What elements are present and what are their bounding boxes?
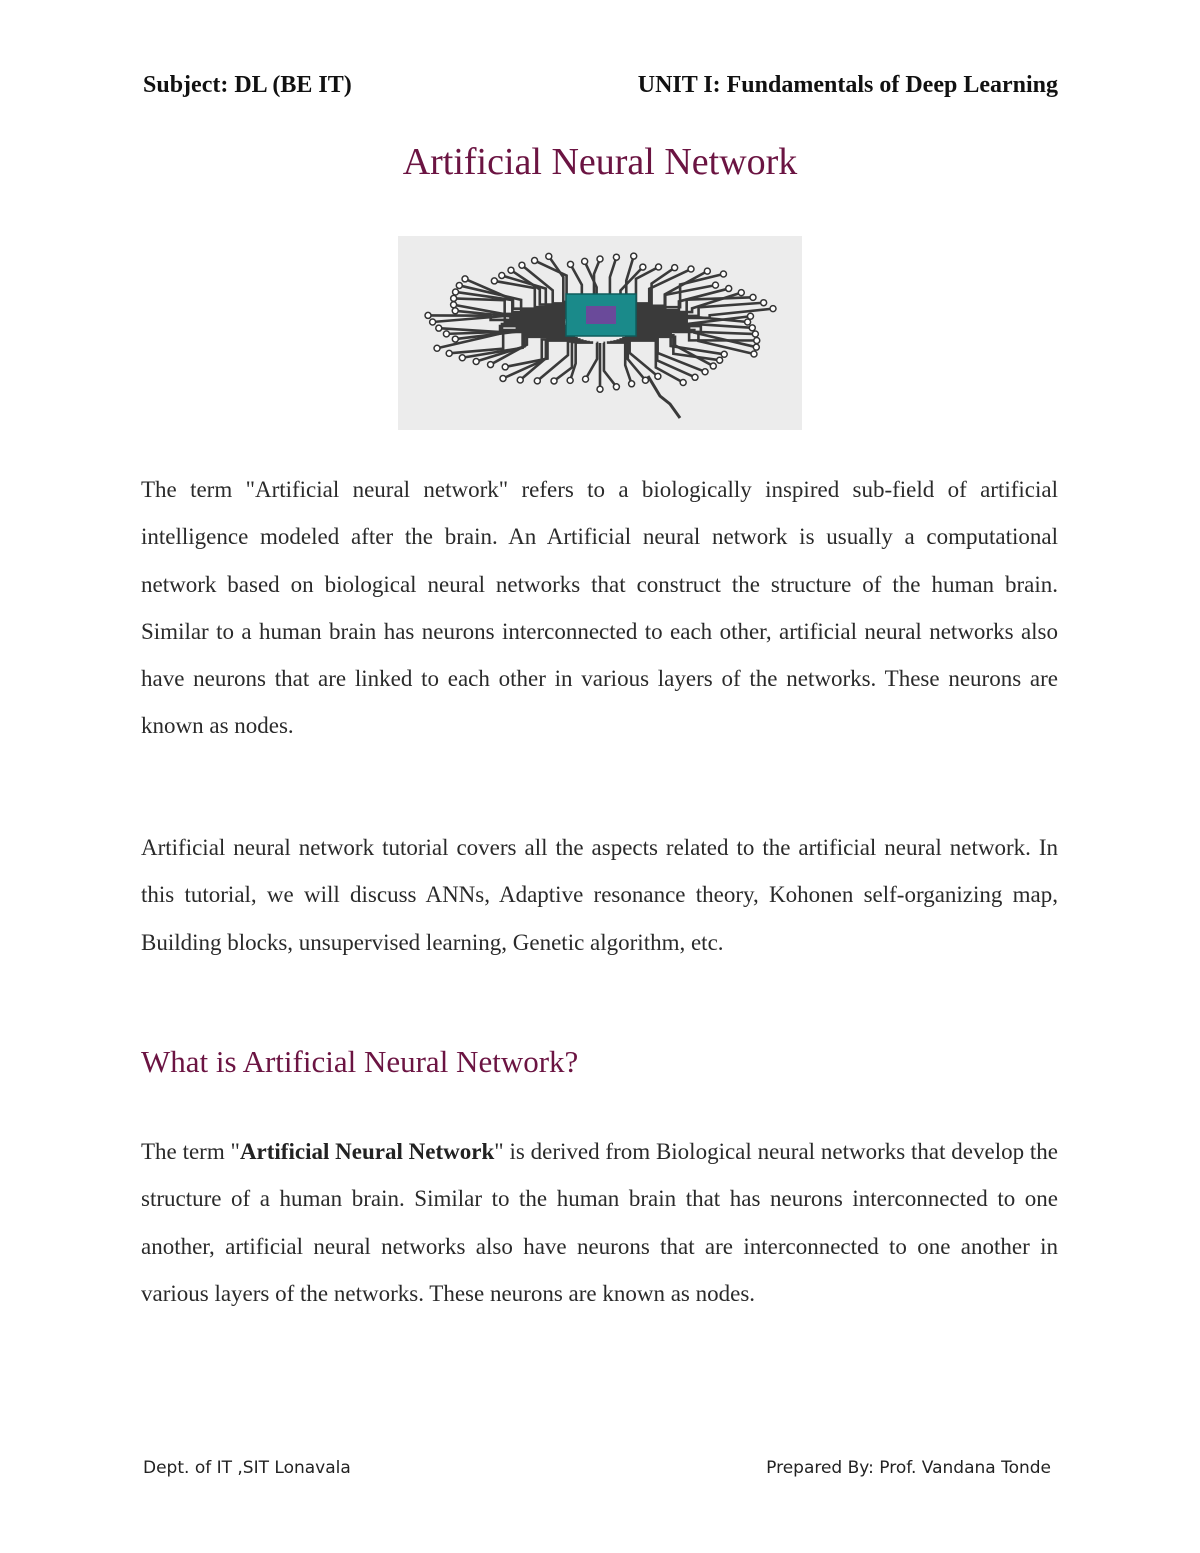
page-footer <box>143 1458 1051 1478</box>
subject-label: Subject: DL (BE IT) <box>143 72 352 98</box>
intro-paragraph: The term "Artificial neural network" refers to a biologically inspired sub-field of artificial intelligence modeled after the brain. An Artificial neural network is usually a computational network based on biological neural networks that construct the structure of the human brain. Similar to a human brain has neurons interconnected to each other, artificial neural networks also have neurons that are linked to each other in various layers of the networks. These neurons are known as nodes. <box>141 477 1058 739</box>
definition-suffix: " is derived from Biological neural networks that develop the structure of a human brain. Similar to the human brain that has neurons interconnected to one another, artificial neural networks also have neurons that are interconnected to one another in various layers of the networks. These neurons are known as nodes. <box>141 1139 1059 1306</box>
definition-prefix: The term " <box>141 1139 240 1164</box>
brain-circuit-figure <box>398 236 802 430</box>
circuit-brain-icon <box>398 236 802 430</box>
footer-author: Prepared By: Prof. Vandana Tonde <box>766 1458 1051 1478</box>
page-title: Artificial Neural Network <box>402 141 798 183</box>
definition-bold-term: Artificial Neural Network <box>239 1139 495 1164</box>
footer-department: Dept. of IT ,SIT Lonavala <box>143 1458 351 1478</box>
unit-label: UNIT I: Fundamentals of Deep Learning <box>637 72 1058 98</box>
definition-paragraph <box>141 1128 1058 1317</box>
tutorial-paragraph: Artificial neural network tutorial covers all the aspects related to the artificial neural network. In this tutorial, we will discuss ANNs, Adaptive resonance theory, Kohonen self-organizing map, Building blocks, unsupervised learning, Genetic algorithm, etc. <box>141 835 1058 955</box>
page-header <box>143 72 1058 99</box>
section-heading: What is Artificial Neural Network? <box>141 1044 579 1079</box>
